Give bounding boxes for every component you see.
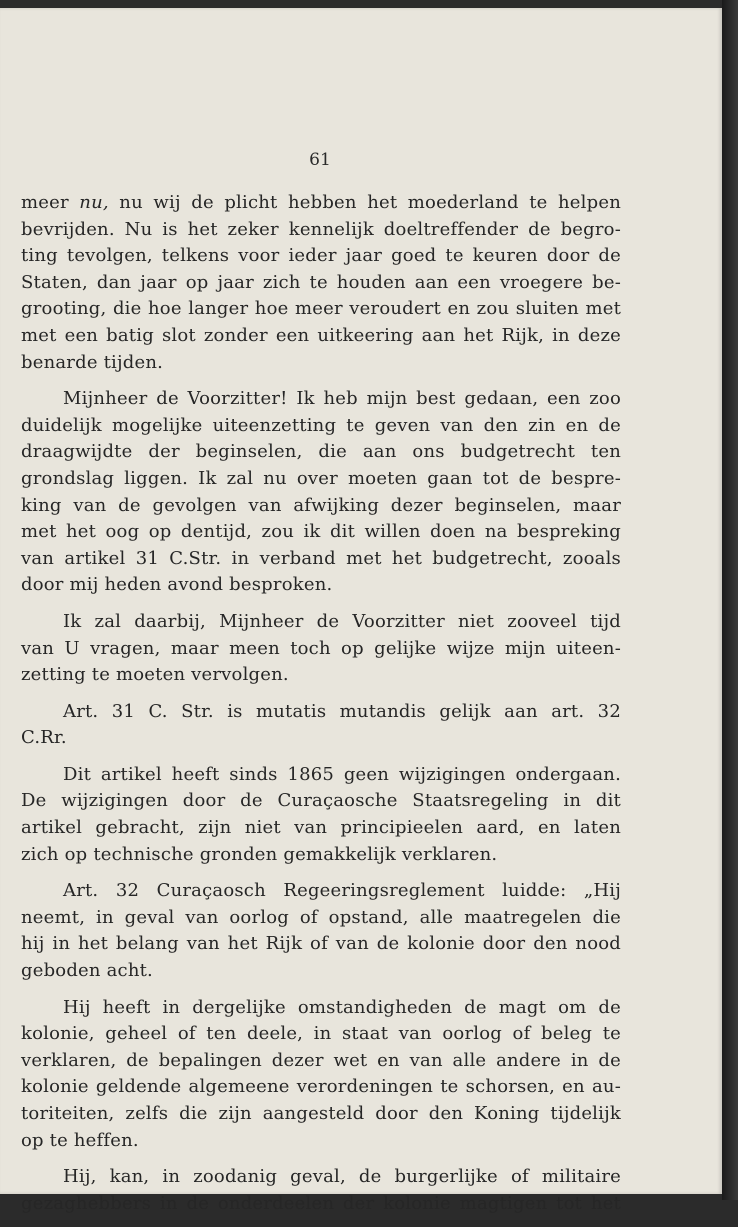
text-line: grondslag liggen. Ik zal nu over moeten gaan tot de bespre- — [21, 467, 621, 489]
text-line: neemt, in geval van oorlog of opstand, alle maatregelen die — [21, 906, 621, 928]
page-edge — [722, 0, 738, 1200]
text-line: Ik zal daarbij, Mijnheer de Voorzitter niet zooveel tijd — [63, 610, 621, 632]
text-line: duidelijk mogelijke uiteenzetting te geven van den zin en de — [21, 414, 621, 436]
page-number: 61 — [309, 150, 331, 170]
paragraph — [21, 699, 621, 752]
paragraph — [21, 609, 621, 689]
paragraph — [21, 1164, 621, 1217]
text-line: hij in het belang van het Rijk of van de kolonie door den nood — [21, 933, 621, 955]
text-line: kolonie, geheel of ten deele, in staat van oorlog of beleg te — [21, 1023, 621, 1045]
text-line: Mijnheer de Voorzitter! Ik heb mijn best gedaan, een zoo — [63, 388, 621, 410]
text-line: artikel gebracht, zijn niet van principieelen aard, en laten — [21, 817, 621, 839]
text-line: kolonie geldende algemeene verordeningen te schorsen, en au- — [21, 1076, 621, 1098]
paragraph — [21, 386, 621, 599]
text-line: Hij, kan, in zoodanig geval, de burgerlijke of militaire — [63, 1166, 621, 1188]
text-line: benarde tijden. — [21, 351, 164, 373]
text-line: Hij heeft in dergelijke omstandigheden de magt om de — [63, 996, 621, 1018]
text-line: zetting te moeten vervolgen. — [21, 664, 289, 686]
text-line: van artikel 31 C.Str. in verband met het budgetrecht, zooals — [21, 547, 621, 569]
text-line: grooting, die hoe langer hoe meer veroudert en zou sluiten met — [21, 298, 621, 320]
text-line: Art. 31 C. Str. is mutatis mutandis gelijk aan art. 32 — [63, 700, 621, 722]
text-line: op te heffen. — [21, 1129, 139, 1151]
text-line: king van de gevolgen van afwijking dezer beginselen, maar — [21, 494, 621, 516]
text-line: van U vragen, maar meen toch op gelijke wijze mijn uiteen- — [21, 637, 621, 659]
text-line: C.Rr. — [21, 727, 67, 749]
text-line: Dit artikel heeft sinds 1865 geen wijzigingen ondergaan. — [63, 763, 621, 785]
paragraph — [21, 995, 621, 1155]
text-line: Staten, dan jaar op jaar zich te houden aan een vroegere be- — [21, 271, 621, 293]
emphasis: nu, — [79, 192, 109, 213]
text-line: door mij heden avond besproken. — [21, 574, 333, 596]
text-line: zich op technische gronden gemakkelijk verklaren. — [21, 843, 498, 865]
text-line: verklaren, de bepalingen dezer wet en van alle andere in de — [21, 1049, 621, 1071]
text-line: gezaghebbers in de onderdeelen der kolonie magtigen tot het — [21, 1192, 621, 1214]
paragraph — [21, 878, 621, 984]
text-line: toriteiten, zelfs die zijn aangesteld door den Koning tijdelijk — [21, 1103, 621, 1124]
text-line: ting tevolgen, telkens voor ieder jaar goed te keuren door de — [21, 245, 621, 267]
book-page — [0, 8, 722, 1214]
paragraph — [21, 190, 621, 376]
paragraph — [21, 762, 621, 868]
text-line: met een batig slot zonder een uitkeering aan het Rijk, in deze — [21, 324, 621, 346]
text-line: draagwijdte der beginselen, die aan ons budgetrecht ten — [21, 441, 621, 463]
text-line: met het oog op dentijd, zou ik dit willen doen na bespreking — [21, 521, 621, 543]
text-line: bevrijden. Nu is het zeker kennelijk doeltreffender de begro- — [21, 218, 621, 240]
text-line: geboden acht. — [21, 960, 153, 982]
text-line: Art. 32 Curaçaosch Regeeringsreglement luidde: „Hij — [63, 880, 621, 902]
body-text — [21, 190, 621, 1227]
text-line: meer nu, nu wij de plicht hebben het moederland te helpen — [21, 192, 621, 213]
text-line: De wijzigingen door de Curaçaosche Staatsregeling in dit — [21, 790, 621, 812]
